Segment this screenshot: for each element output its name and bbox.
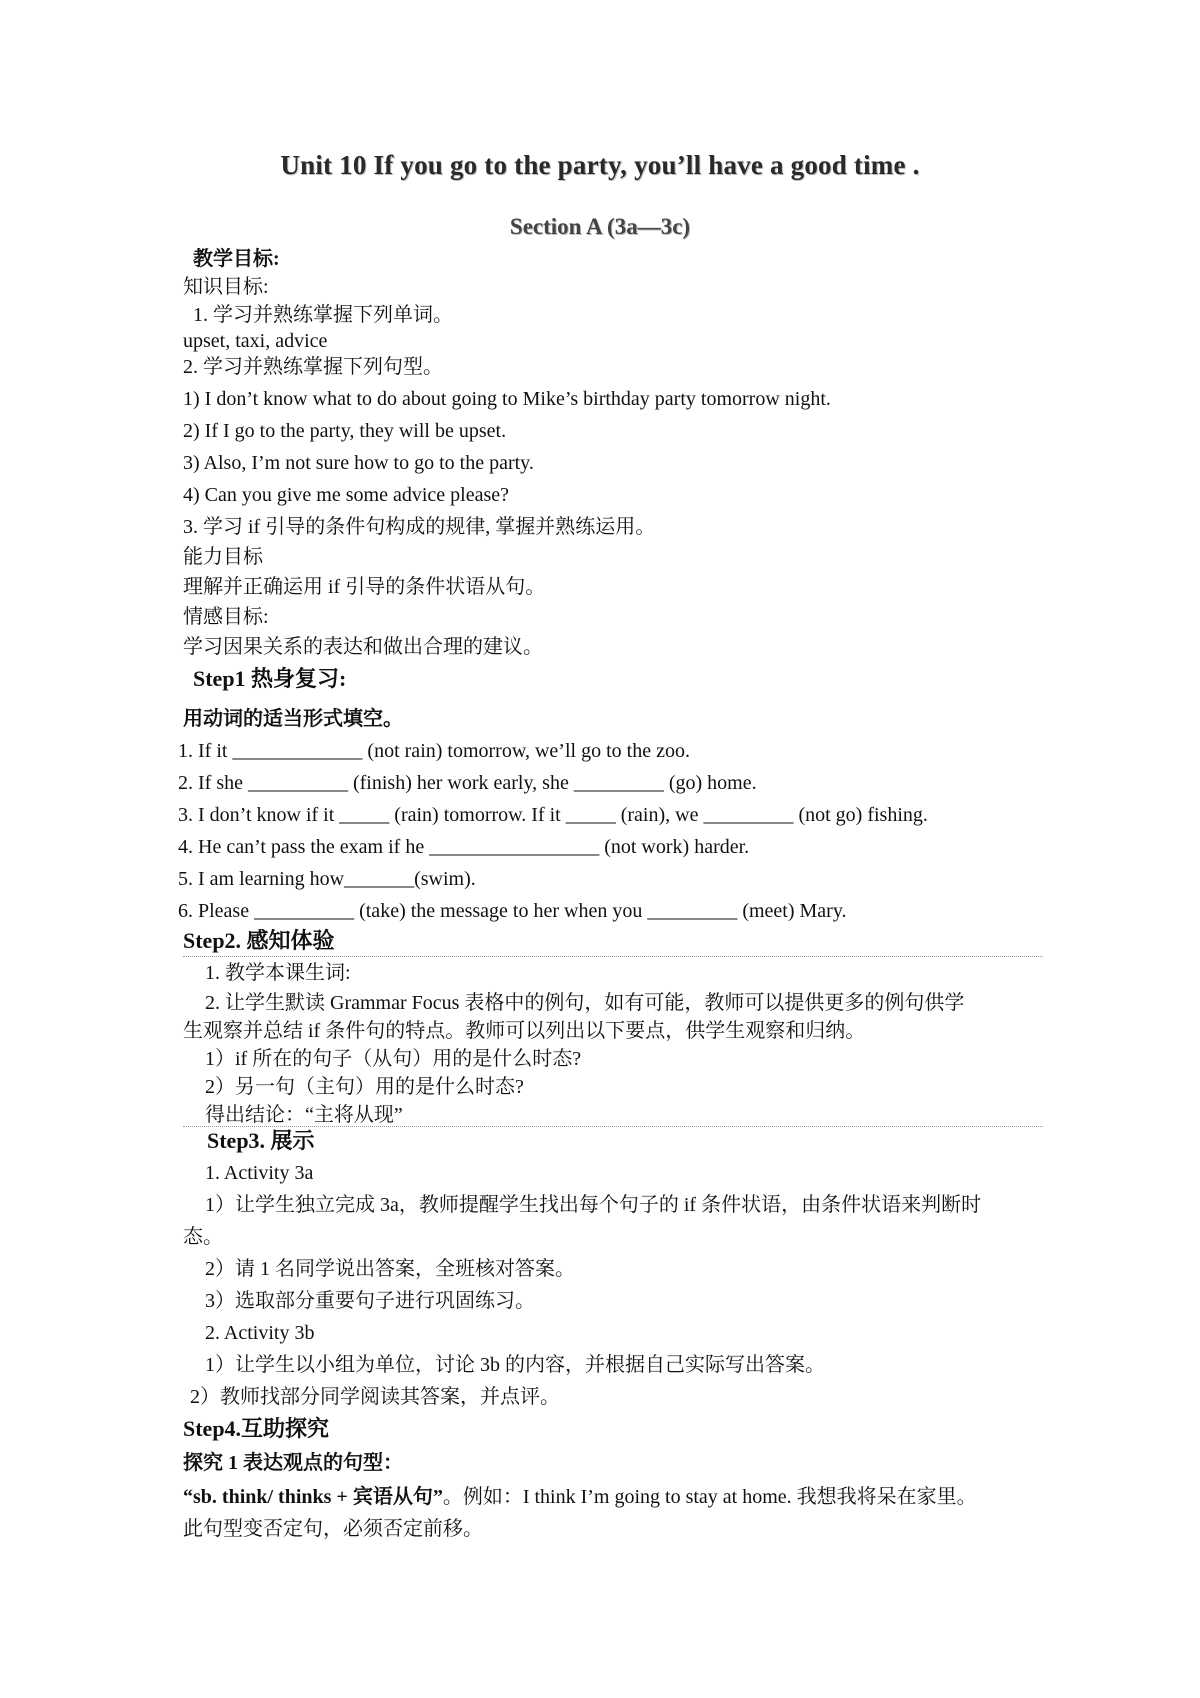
- step2-heading: Step2. 感知体验: [183, 928, 335, 953]
- objective-item-3: 3. 学习 if 引导的条件句构成的规律, 掌握并熟练运用。: [183, 516, 656, 538]
- ability-text: 理解并正确运用 if 引导的条件状语从句。: [183, 576, 546, 598]
- step2-line-3: 生观察并总结 if 条件句的特点。教师可以列出以下要点，供学生观察和归纳。: [183, 1020, 866, 1042]
- objective-item-1: 1. 学习并熟练掌握下列单词。: [193, 304, 453, 326]
- step3-line-5: 3）选取部分重要句子进行巩固练习。: [205, 1290, 535, 1312]
- step2-line-5: 2）另一句（主句）用的是什么时态?: [205, 1076, 524, 1098]
- step1-instruction: 用动词的适当形式填空。: [183, 708, 403, 730]
- step3-line-1: 1. Activity 3a: [205, 1162, 314, 1184]
- step2-line-6: 得出结论：“主将从现”: [205, 1104, 403, 1126]
- step3-line-2: 1）让学生独立完成 3a，教师提醒学生找出每个句子的 if 条件状语，由条件状语来判断时: [205, 1194, 982, 1216]
- step4-heading: Step4.互助探究: [183, 1416, 330, 1441]
- step3-line-7: 1）让学生以小组为单位，讨论 3b 的内容，并根据自己实际写出答案。: [205, 1354, 825, 1376]
- ability-label: 能力目标: [183, 546, 263, 568]
- emotion-text: 学习因果关系的表达和做出合理的建议。: [183, 636, 543, 658]
- step4-note: 此句型变否定句，必须否定前移。: [183, 1518, 483, 1540]
- step2-line-1: 1. 教学本课生词:: [205, 962, 351, 984]
- pattern-formula: “sb. think/ thinks + 宾语从句”: [183, 1486, 443, 1508]
- step4-pattern: [183, 1484, 977, 1510]
- exercise-5: 5. I am learning how_______(swim).: [178, 868, 476, 890]
- sentence-1: 1) I don’t know what to do about going to Mike’s birthday party tomorrow night.: [183, 388, 831, 410]
- sentence-3: 3) Also, I’m not sure how to go to the party.: [183, 452, 534, 474]
- step2-line-2: 2. 让学生默读 Grammar Focus 表格中的例句，如有可能，教师可以提供更多的例句供学: [205, 992, 965, 1014]
- step4-sub-heading: 探究 1 表达观点的句型：: [183, 1452, 403, 1474]
- dotted-divider: [183, 956, 1043, 957]
- dotted-divider: [183, 1126, 1043, 1127]
- exercise-6: 6. Please __________ (take) the message to her when you _________ (meet) Mary.: [178, 900, 847, 922]
- vocabulary-words: upset, taxi, advice: [183, 330, 328, 352]
- step3-heading: Step3. 展示: [207, 1128, 315, 1153]
- sentence-2: 2) If I go to the party, they will be upset.: [183, 420, 507, 442]
- objectives-heading: 教学目标:: [193, 248, 280, 270]
- objective-item-2: 2. 学习并熟练掌握下列句型。: [183, 356, 443, 378]
- exercise-4: 4. He can’t pass the exam if he _________________ (not work) harder.: [178, 836, 750, 858]
- step3-line-3: 态。: [183, 1226, 223, 1248]
- step1-heading: Step1 热身复习:: [193, 666, 347, 691]
- knowledge-label: 知识目标:: [183, 276, 269, 298]
- step3-line-8: 2）教师找部分同学阅读其答案，并点评。: [190, 1386, 560, 1408]
- exercise-2: 2. If she __________ (finish) her work early, she _________ (go) home.: [178, 772, 757, 794]
- emotion-label: 情感目标:: [183, 606, 269, 628]
- step3-line-4: 2）请 1 名同学说出答案，全班核对答案。: [205, 1258, 575, 1280]
- exercise-3: 3. I don’t know if it _____ (rain) tomorrow. If it _____ (rain), we _________ (not go) fishing.: [178, 804, 928, 826]
- section-title: Section A (3a—3c): [509, 214, 691, 239]
- sentence-4: 4) Can you give me some advice please?: [183, 484, 509, 506]
- unit-title: Unit 10 If you go to the party, you’ll have a good time .: [280, 150, 920, 180]
- exercise-1: 1. If it _____________ (not rain) tomorrow, we’ll go to the zoo.: [178, 740, 690, 762]
- pattern-example: 。例如：I think I’m going to stay at home. 我想我将呆在家里。: [442, 1486, 977, 1508]
- step3-line-6: 2. Activity 3b: [205, 1322, 315, 1344]
- step2-line-4: 1）if 所在的句子（从句）用的是什么时态?: [205, 1048, 582, 1070]
